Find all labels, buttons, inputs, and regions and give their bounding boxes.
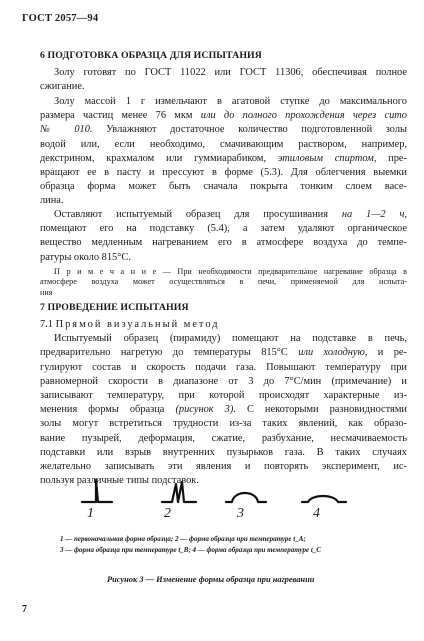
section-6-paragraph-3: Оставляют испытуемый образец для просушивания на 1—2 ч, помещают его на подставку (5.4), а затем удаляют органическое вещество медленным нагреванием его в атмосфере воздуха до темпе- ратуры около 815°С. bbox=[40, 209, 407, 263]
note-label: П р и м е ч а н и е bbox=[54, 267, 157, 276]
section-6-paragraph-1: Золу готовят по ГОСТ 11022 или ГОСТ 11306, обеспечивая полное сжигание. bbox=[40, 67, 407, 93]
figure-number-3: 3 bbox=[237, 506, 244, 521]
figure-3-shapes bbox=[76, 478, 376, 534]
figure-number-4: 4 bbox=[313, 506, 320, 521]
figure-number-1: 1 bbox=[87, 506, 94, 521]
shape-1-pyramid bbox=[82, 480, 112, 502]
shape-3-hemisphere bbox=[226, 493, 266, 502]
shape-2-deformed-pyramid bbox=[162, 482, 196, 502]
page-number: 7 bbox=[22, 604, 27, 615]
section-6-title: 6 ПОДГОТОВКА ОБРАЗЦА ДЛЯ ИСПЫТАНИЯ bbox=[40, 50, 262, 61]
figure-legend-line-1: 1 — первоначальная форма образца; 2 — форма образца при температуре t_A; bbox=[60, 535, 306, 543]
section-7-body: 7.1 Прямой визуальный метод Испытуемый образец (пирамиду) помещают на подставке в печь, предварительно нагретую до температуры 815°С или холодную, и ре- гулируют состав и скорость подачи газа. Повышают температуру при равномерной скорости в диапазоне от 3 до 7°С/мин (примечание) и записывают температуру, при которой происходят характерные из- менения формы образца (рисунок 3). С некоторыми разновидностями золы могут встретиться трудности из-за таких явлений, как образо- вание пузырей, деформация, сжатие, разбухание, несмачиваемость подставки или взрыв внутренних пузырьков газа. В таких случаях желательно записывать эти явления и повторять эксперимент, ис- пользуя различные типы подставок. bbox=[40, 319, 407, 487]
shape-4-flattened bbox=[302, 496, 346, 502]
section-7-title: 7 ПРОВЕДЕНИЕ ИСПЫТАНИЯ bbox=[40, 302, 189, 313]
figure-number-2: 2 bbox=[164, 506, 171, 521]
document-header: ГОСТ 2057—94 bbox=[22, 13, 99, 24]
figure-caption: Рисунок 3 — Изменение формы образца при нагревании bbox=[107, 575, 315, 584]
subsection-7-1-title: Прямой визуальный метод bbox=[55, 319, 220, 330]
figure-legend-line-2: 3 — форма образца при температуре t_B; 4 — форма образца при температуре t_C bbox=[60, 546, 321, 554]
section-6-note: П р и м е ч а н и е — При необходимости предварительное нагревание образца в атмосфере воздуха может осуществляться в печи, применяемой для испыта- ния bbox=[40, 267, 407, 297]
section-6-paragraph-2: Золу массой 1 г измельчают в агатовой ступке до максимального размера частиц менее 76 мкм или до полного прохождения через сито № 010. Увлажняют достаточное количество подготовленной золы водой или, если необходимо, смачивающим раствором, например, декстрином, крахмалом или гуммиарабиком, этиловым спиртом, пре- вращают ее в пасту и прессуют в форме (5.3). Для облегчения выемки образца форма может быть сначала покрыта тонким слоем васе- лина. bbox=[40, 96, 407, 207]
